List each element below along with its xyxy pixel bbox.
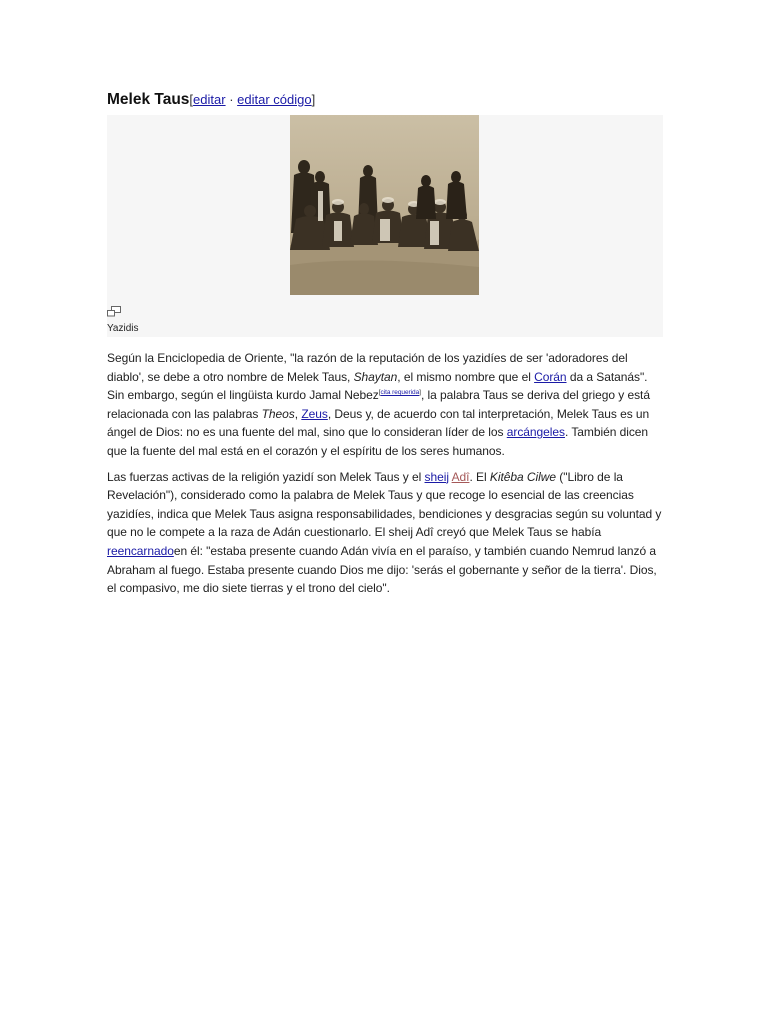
- edit-source-link[interactable]: editar código: [237, 92, 312, 107]
- citation-needed-link[interactable]: cita requerida: [380, 389, 420, 397]
- link-reencarnado[interactable]: reencarnado: [107, 543, 174, 558]
- section-heading: [107, 90, 663, 112]
- citation-needed: [cita requerida]: [378, 389, 421, 397]
- link-arcangeles[interactable]: arcángeles: [506, 425, 565, 440]
- magnify-icon[interactable]: [107, 304, 121, 315]
- link-adi[interactable]: Adî: [451, 469, 470, 484]
- edit-link[interactable]: editar: [193, 92, 226, 107]
- section-title: Melek Taus: [107, 91, 190, 108]
- edit-bracket-open: [: [189, 92, 194, 107]
- link-coran[interactable]: Corán: [534, 369, 567, 384]
- link-zeus[interactable]: Zeus: [301, 406, 328, 421]
- thumbnail-figure: [107, 115, 663, 337]
- edit-bracket-close: ]: [311, 92, 316, 107]
- figure-caption: Yazidis: [107, 323, 139, 334]
- edit-separator: ·: [225, 92, 238, 107]
- article-section: [107, 90, 663, 598]
- yazidis-photo[interactable]: [290, 115, 479, 295]
- edit-links: [189, 92, 315, 107]
- paragraph-1: Según la Enciclopedia de Oriente, "la razón de la reputación de los yazidíes de ser 'adoradores del diablo', se debe a otro nombre de Melek Taus, Shaytan, el mismo nombre que el Corán da a Satanás". Sin embargo, según el lingüista kurdo Jamal Nebez[cita requerida], la palabra Taus se deriva del griego y está relacionada con las palabras Theos, Zeus, Deus y, de acuerdo con tal interpretación, Melek Taus es un ángel de Dios: no es una fuente del mal, sino que lo consideran líder de los arcángeles. También dicen que la fuente del mal está en el corazón y el espíritu de los seres humanos.: [107, 351, 650, 458]
- paragraph-2: Las fuerzas activas de la religión yazidí son Melek Taus y el sheij Adî. El Kitêba Cilwe ("Libro de la Revelación"), considerado como la palabra de Melek Taus y que recoge lo esencial de las creencias yazidíes, indica que Melek Taus asigna responsabilidades, bendiciones y desgracias según su voluntad y que no le compete a la raza de Adán cuestionarlo. El sheij Adî creyó que Melek Taus se había reencarnadoen él: "estaba presente cuando Adán vivía en el paraíso, y también cuando Nemrud lanzó a Abraham al fuego. Estaba presente cuando Dios me dijo: 'serás el gobernante y señor de la tierra'. Dios, el compasivo, me dio siete tierras y el trono del cielo".: [107, 469, 662, 596]
- link-sheij[interactable]: sheij: [424, 469, 449, 484]
